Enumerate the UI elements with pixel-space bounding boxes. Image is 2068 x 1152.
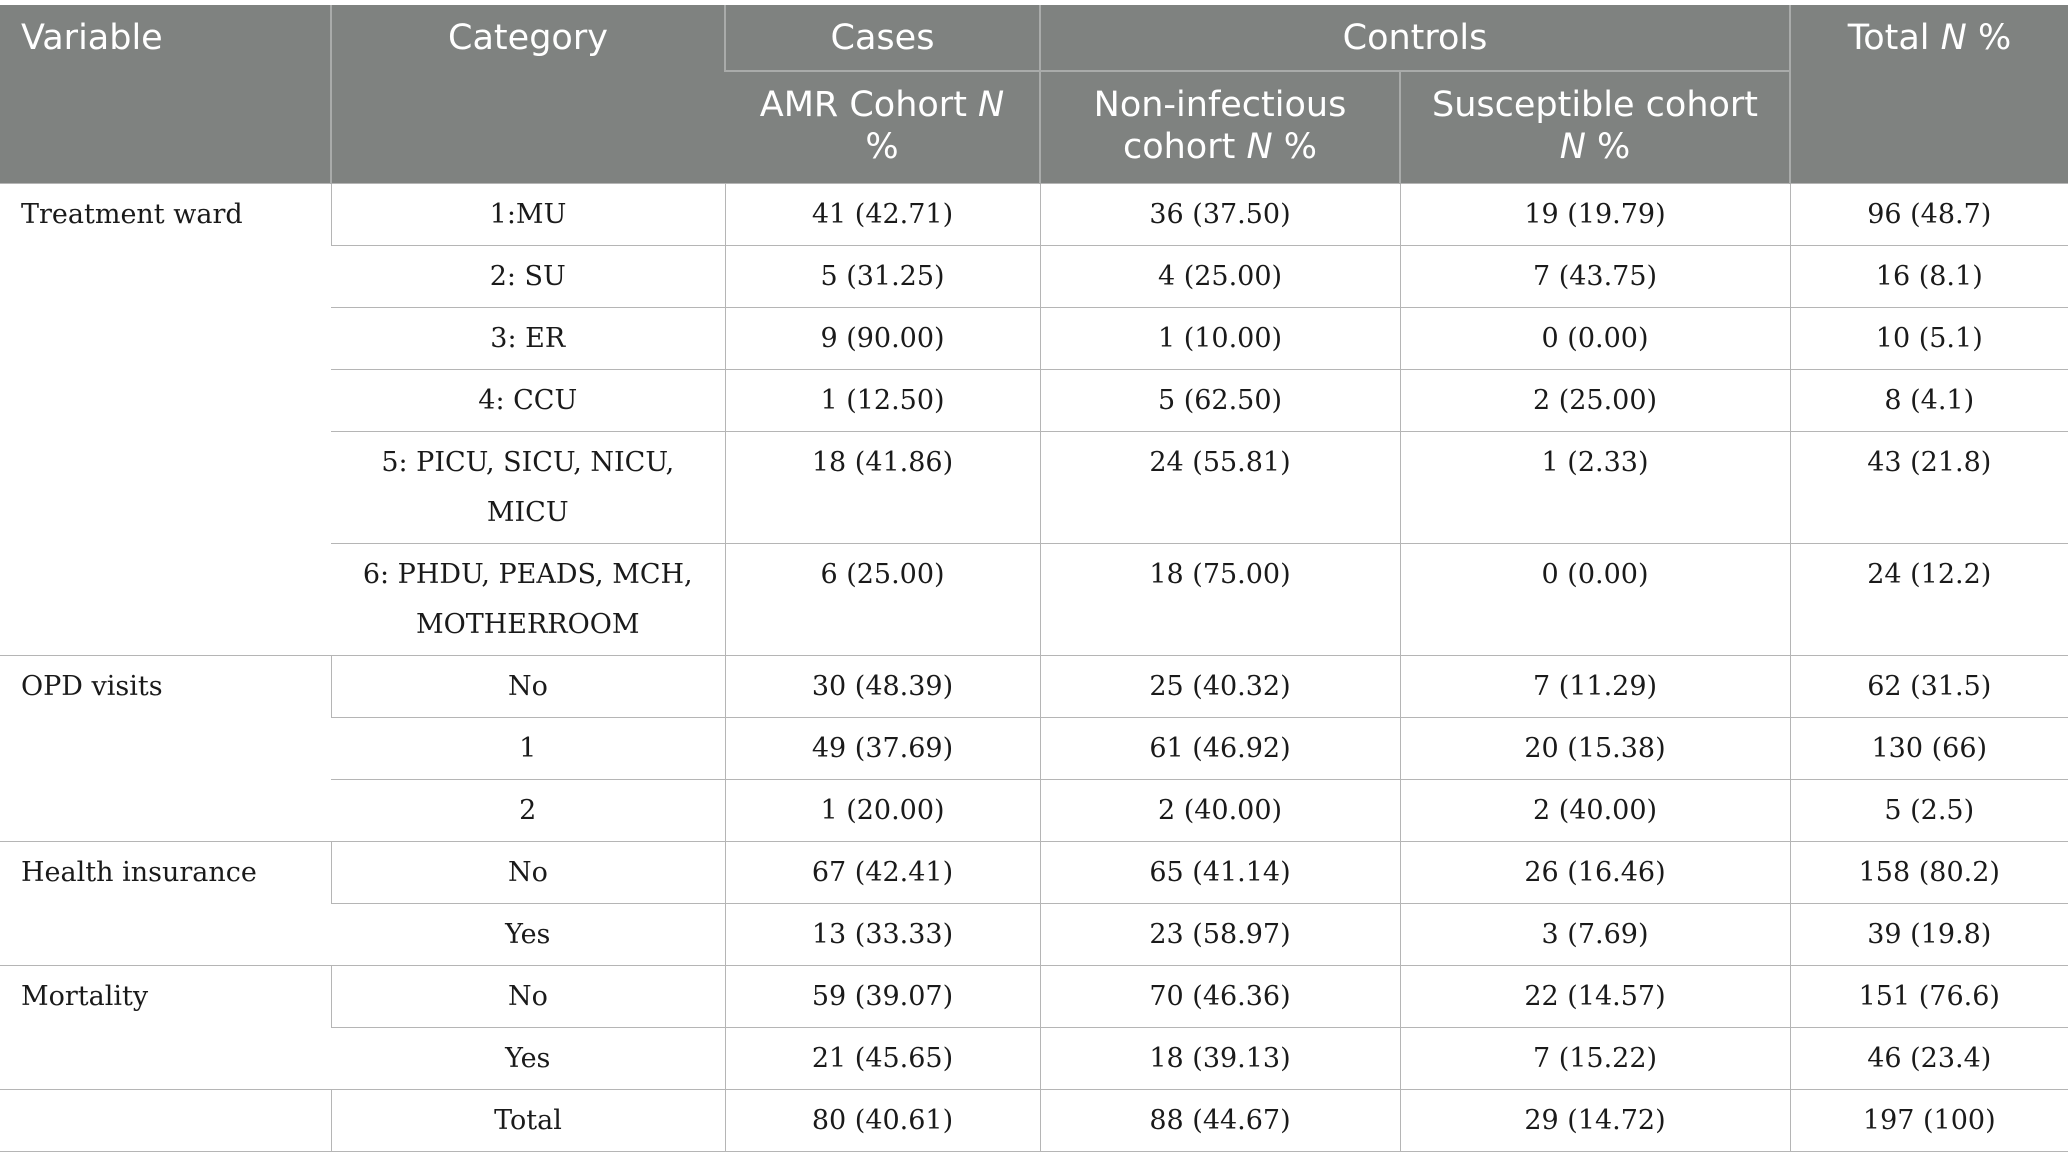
amr-cell: 41 (42.71) bbox=[725, 183, 1040, 245]
header-non-infectious-cohort: Non-infectious cohort N % bbox=[1040, 71, 1400, 183]
table-row bbox=[0, 965, 2068, 1027]
total-cell: 46 (23.4) bbox=[1790, 1027, 2068, 1089]
noninf-cell: 70 (46.36) bbox=[1040, 965, 1400, 1027]
header-total: Total N % bbox=[1790, 5, 2068, 183]
table-row bbox=[0, 183, 2068, 245]
noninf-cell: 5 (62.50) bbox=[1040, 369, 1400, 431]
amr-cell: 21 (45.65) bbox=[725, 1027, 1040, 1089]
noninf-cell: 4 (25.00) bbox=[1040, 245, 1400, 307]
total-cell: 8 (4.1) bbox=[1790, 369, 2068, 431]
amr-cell: 9 (90.00) bbox=[725, 307, 1040, 369]
total-cell: 43 (21.8) bbox=[1790, 431, 2068, 543]
amr-cell: 13 (33.33) bbox=[725, 903, 1040, 965]
total-cell: 158 (80.2) bbox=[1790, 841, 2068, 903]
total-cell: 151 (76.6) bbox=[1790, 965, 2068, 1027]
susc-cell: 3 (7.69) bbox=[1400, 903, 1790, 965]
amr-cell: 30 (48.39) bbox=[725, 655, 1040, 717]
header-susceptible-cohort: Susceptible cohort N % bbox=[1400, 71, 1790, 183]
noninf-cell: 61 (46.92) bbox=[1040, 717, 1400, 779]
noninf-cell: 65 (41.14) bbox=[1040, 841, 1400, 903]
category-cell: No bbox=[331, 841, 725, 903]
susc-cell: 7 (11.29) bbox=[1400, 655, 1790, 717]
amr-cell: 67 (42.41) bbox=[725, 841, 1040, 903]
total-cell: 197 (100) bbox=[1790, 1089, 2068, 1151]
total-cell: 5 (2.5) bbox=[1790, 779, 2068, 841]
category-cell: 3: ER bbox=[331, 307, 725, 369]
variable-cell: Health insurance bbox=[0, 841, 331, 965]
amr-cell: 1 (12.50) bbox=[725, 369, 1040, 431]
amr-cell: 80 (40.61) bbox=[725, 1089, 1040, 1151]
variable-cell: OPD visits bbox=[0, 655, 331, 841]
table-row bbox=[0, 841, 2068, 903]
header-cases: Cases bbox=[725, 5, 1040, 71]
category-cell: 1:MU bbox=[331, 183, 725, 245]
susc-cell: 0 (0.00) bbox=[1400, 307, 1790, 369]
susc-cell: 26 (16.46) bbox=[1400, 841, 1790, 903]
amr-cell: 18 (41.86) bbox=[725, 431, 1040, 543]
category-cell: Yes bbox=[331, 1027, 725, 1089]
noninf-cell: 24 (55.81) bbox=[1040, 431, 1400, 543]
amr-cell: 6 (25.00) bbox=[725, 543, 1040, 655]
susc-cell: 7 (43.75) bbox=[1400, 245, 1790, 307]
total-cell: 24 (12.2) bbox=[1790, 543, 2068, 655]
noninf-cell: 2 (40.00) bbox=[1040, 779, 1400, 841]
total-cell: 10 (5.1) bbox=[1790, 307, 2068, 369]
amr-cell: 1 (20.00) bbox=[725, 779, 1040, 841]
category-cell: 2 bbox=[331, 779, 725, 841]
total-cell: 96 (48.7) bbox=[1790, 183, 2068, 245]
header-category: Category bbox=[331, 5, 725, 183]
category-cell: Total bbox=[331, 1089, 725, 1151]
variable-cell: Mortality bbox=[0, 965, 331, 1089]
susc-cell: 22 (14.57) bbox=[1400, 965, 1790, 1027]
category-cell: 2: SU bbox=[331, 245, 725, 307]
noninf-cell: 25 (40.32) bbox=[1040, 655, 1400, 717]
amr-cell: 5 (31.25) bbox=[725, 245, 1040, 307]
amr-cell: 49 (37.69) bbox=[725, 717, 1040, 779]
susc-cell: 2 (25.00) bbox=[1400, 369, 1790, 431]
noninf-cell: 23 (58.97) bbox=[1040, 903, 1400, 965]
table-row bbox=[0, 1089, 2068, 1151]
table-row bbox=[0, 655, 2068, 717]
susc-cell: 19 (19.79) bbox=[1400, 183, 1790, 245]
category-cell: 1 bbox=[331, 717, 725, 779]
susc-cell: 29 (14.72) bbox=[1400, 1089, 1790, 1151]
category-cell: No bbox=[331, 965, 725, 1027]
total-cell: 39 (19.8) bbox=[1790, 903, 2068, 965]
category-cell: 6: PHDU, PEADS, MCH, MOTHERROOM bbox=[331, 543, 725, 655]
noninf-cell: 88 (44.67) bbox=[1040, 1089, 1400, 1151]
category-cell: 5: PICU, SICU, NICU, MICU bbox=[331, 431, 725, 543]
total-cell: 130 (66) bbox=[1790, 717, 2068, 779]
header-controls: Controls bbox=[1040, 5, 1790, 71]
header-amr-cohort: AMR Cohort N % bbox=[725, 71, 1040, 183]
susc-cell: 1 (2.33) bbox=[1400, 431, 1790, 543]
susc-cell: 0 (0.00) bbox=[1400, 543, 1790, 655]
category-cell: No bbox=[331, 655, 725, 717]
category-cell: 4: CCU bbox=[331, 369, 725, 431]
susc-cell: 7 (15.22) bbox=[1400, 1027, 1790, 1089]
susc-cell: 2 (40.00) bbox=[1400, 779, 1790, 841]
noninf-cell: 18 (75.00) bbox=[1040, 543, 1400, 655]
susc-cell: 20 (15.38) bbox=[1400, 717, 1790, 779]
variable-cell bbox=[0, 1089, 331, 1151]
noninf-cell: 1 (10.00) bbox=[1040, 307, 1400, 369]
header-variable: Variable bbox=[0, 5, 331, 183]
category-cell: Yes bbox=[331, 903, 725, 965]
data-table bbox=[0, 5, 2068, 1152]
variable-cell: Treatment ward bbox=[0, 183, 331, 655]
total-cell: 62 (31.5) bbox=[1790, 655, 2068, 717]
amr-cell: 59 (39.07) bbox=[725, 965, 1040, 1027]
total-cell: 16 (8.1) bbox=[1790, 245, 2068, 307]
noninf-cell: 18 (39.13) bbox=[1040, 1027, 1400, 1089]
noninf-cell: 36 (37.50) bbox=[1040, 183, 1400, 245]
